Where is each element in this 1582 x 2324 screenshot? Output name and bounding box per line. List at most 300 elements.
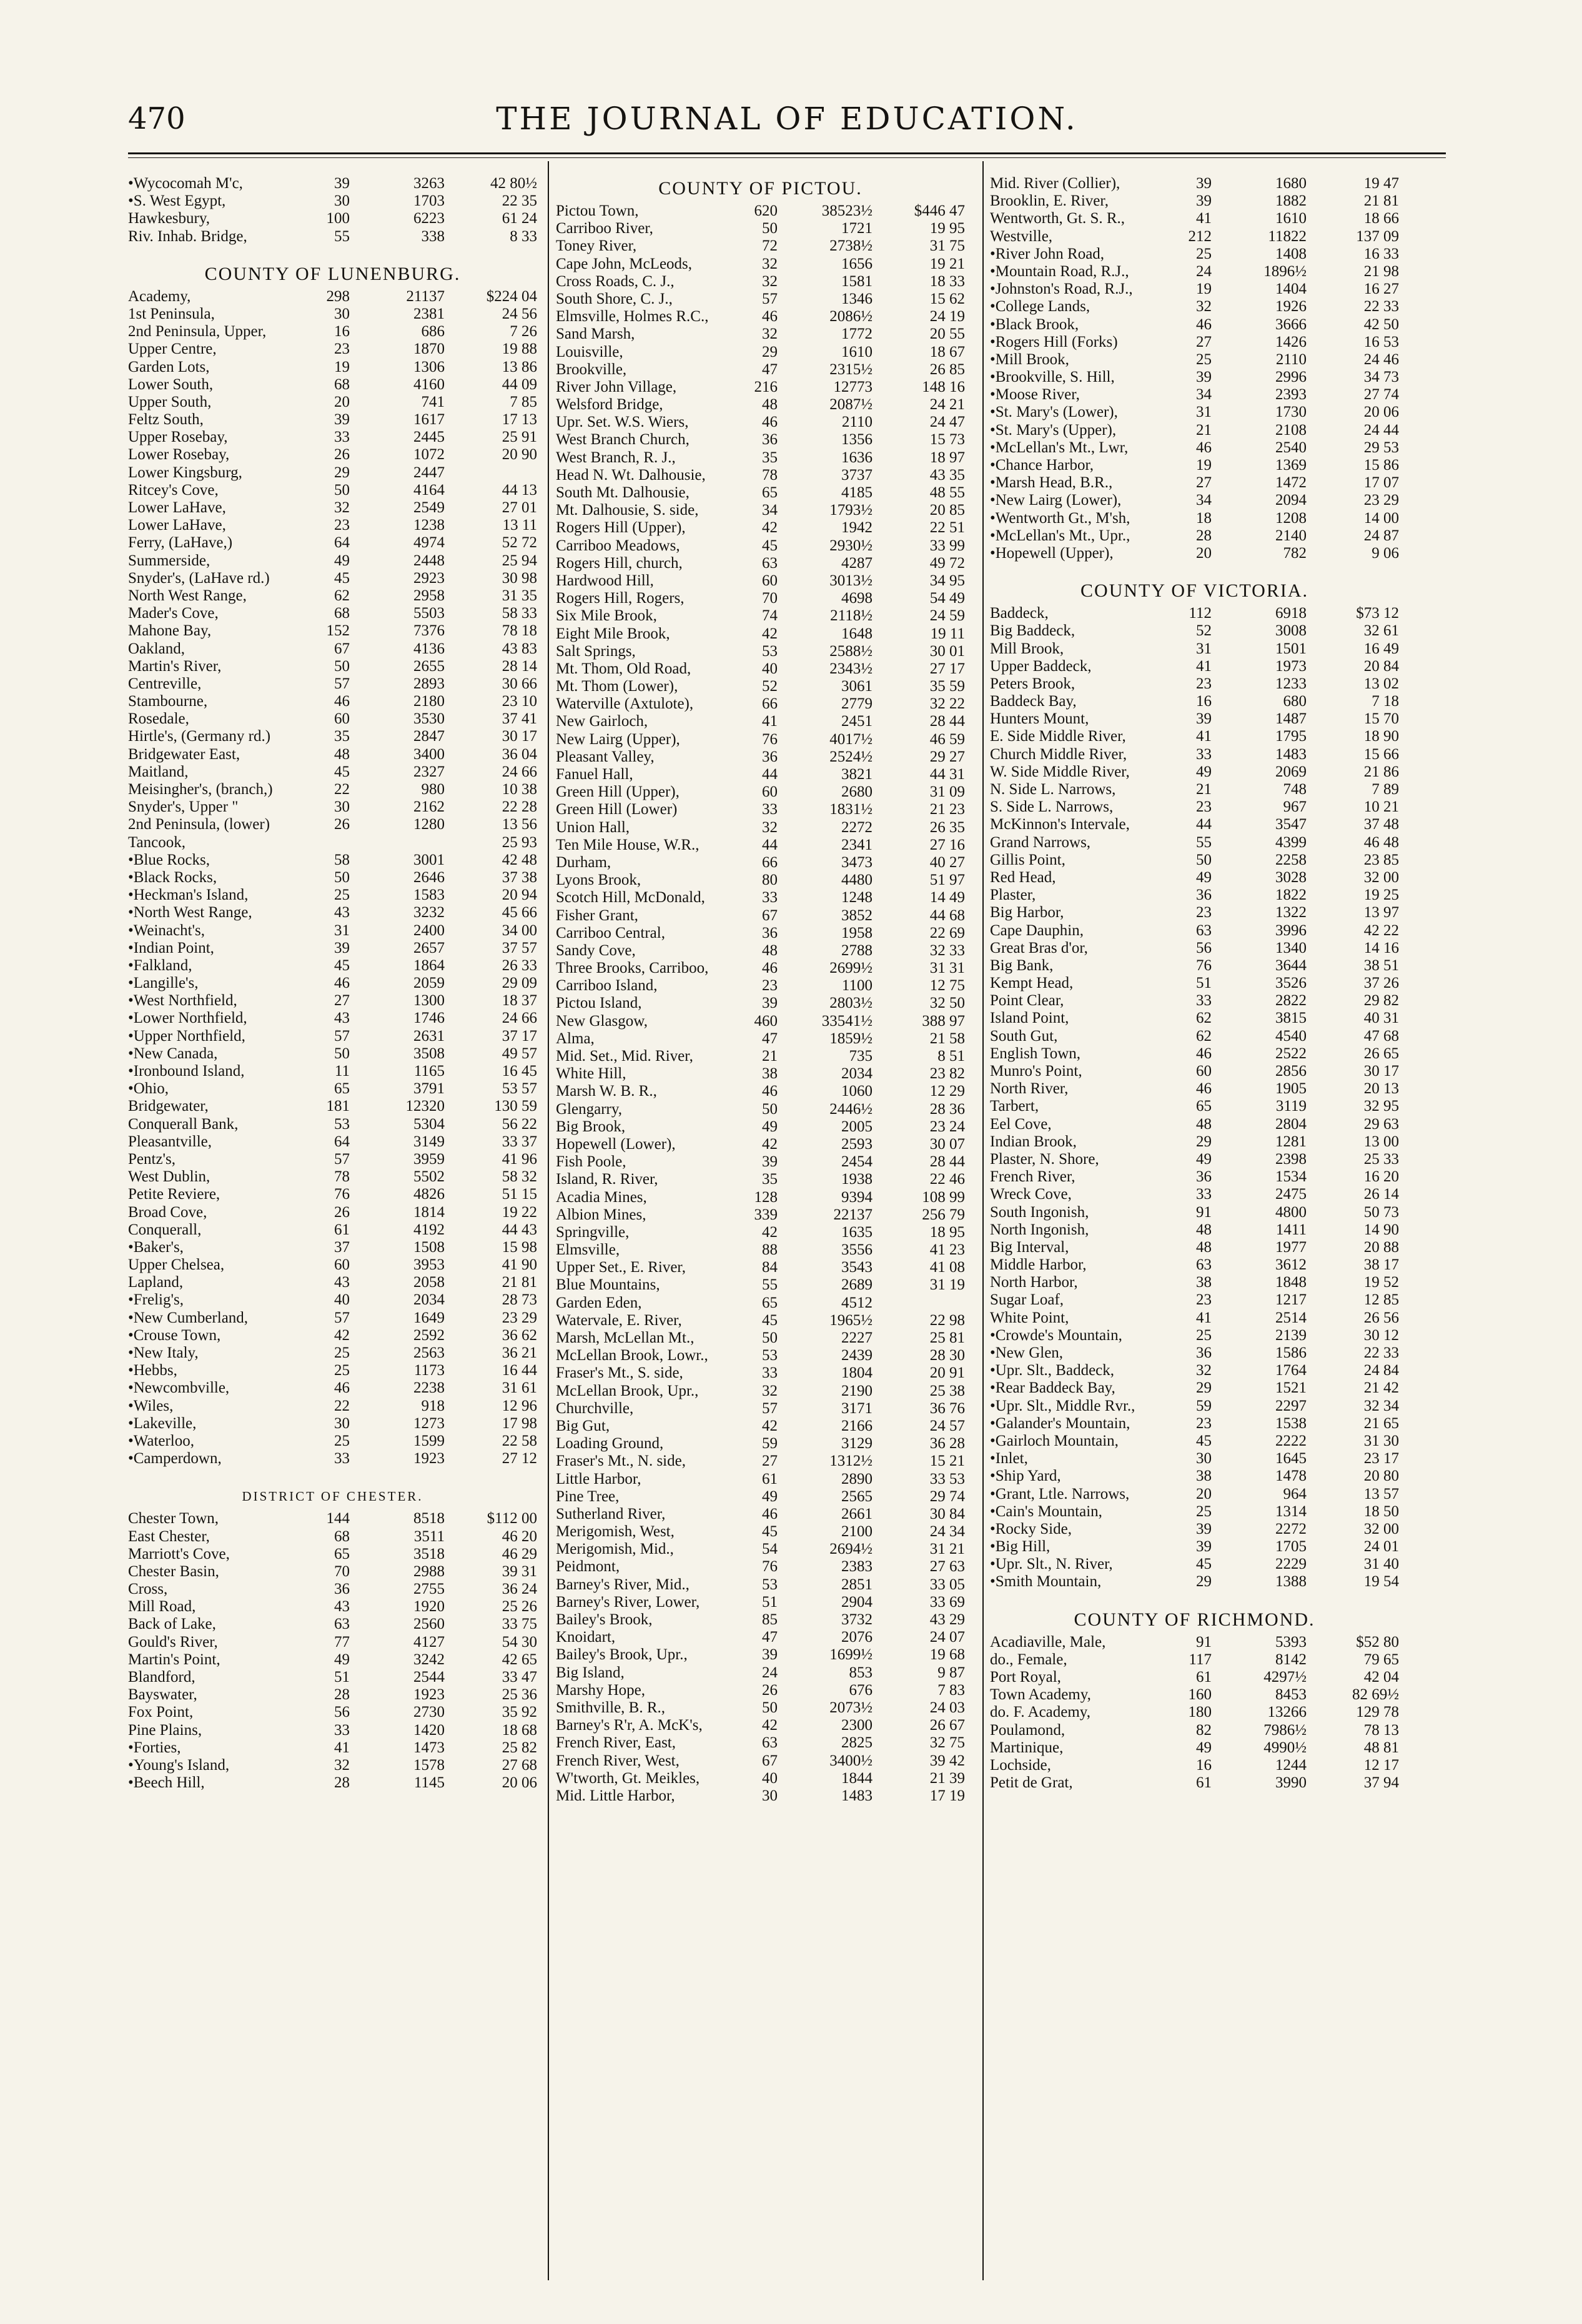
grant-amount: 16 49: [1363, 640, 1399, 657]
school-name: Rogers Hill (Upper),: [556, 519, 686, 537]
scholars-count: 26: [762, 1681, 778, 1699]
scholars-count: 59: [1196, 1397, 1212, 1414]
scholars-count: 29: [762, 343, 778, 360]
grant-amount: 23 82: [929, 1065, 965, 1083]
school-name: Green Hill (Upper),: [556, 783, 680, 801]
grant-amount: 148 16: [922, 378, 965, 395]
school-name: •Indian Point,: [128, 939, 214, 956]
days-attendance: 2227: [841, 1329, 873, 1346]
table-row: [990, 281, 1399, 298]
grant-amount: 17 98: [502, 1414, 537, 1432]
table-row: [990, 422, 1399, 439]
grant-amount: 41 08: [929, 1259, 965, 1276]
days-attendance: 3028: [1275, 868, 1307, 886]
days-attendance: 1356: [841, 431, 873, 449]
school-name: Chester Town,: [128, 1510, 219, 1527]
days-attendance: 11822: [1268, 227, 1307, 245]
scholars-count: 70: [334, 1562, 350, 1580]
school-name: •Gairloch Mountain,: [990, 1432, 1119, 1449]
table-row: [556, 748, 965, 766]
days-attendance: 3821: [841, 766, 873, 783]
grant-amount: $52 80: [1356, 1633, 1399, 1651]
days-attendance: 2563: [413, 1344, 445, 1361]
scholars-count: 46: [1196, 1045, 1212, 1062]
table-row: [556, 1364, 965, 1382]
school-name: Bailey's Brook, Upr.,: [556, 1646, 688, 1664]
school-name: Big Interval,: [990, 1238, 1069, 1256]
days-attendance: 1645: [1275, 1450, 1307, 1467]
school-name: East Chester,: [128, 1527, 210, 1545]
table-row: [556, 889, 965, 906]
scholars-count: 27: [1196, 333, 1212, 350]
scholars-count: 50: [334, 481, 350, 499]
days-attendance: 21137: [406, 287, 445, 305]
table-row: [990, 1028, 1399, 1045]
scholars-count: 28: [334, 1774, 350, 1792]
school-name: •Newcombville,: [128, 1379, 230, 1397]
days-attendance: 1306: [413, 358, 445, 375]
table-row: [128, 675, 537, 693]
days-attendance: 1870: [413, 340, 445, 358]
scholars-count: 43: [334, 1274, 350, 1291]
scholars-count: 41: [1196, 1309, 1212, 1326]
scholars-count: 57: [762, 290, 778, 307]
grant-amount: 30 66: [502, 675, 537, 692]
school-name: Martinique,: [990, 1739, 1064, 1756]
grant-amount: 18 50: [1363, 1502, 1399, 1520]
school-name: Green Hill (Lower): [556, 801, 678, 818]
table-row: [556, 1030, 965, 1048]
scholars-count: 60: [762, 783, 778, 801]
table-row: [556, 1259, 965, 1276]
school-name: Point Clear,: [990, 992, 1064, 1010]
scholars-count: 60: [334, 710, 350, 728]
days-attendance: 3990: [1275, 1774, 1307, 1792]
school-name: Big Brook,: [556, 1118, 626, 1135]
grant-amount: 256 79: [922, 1206, 965, 1223]
table-row: [990, 1151, 1399, 1168]
table-row: [128, 499, 537, 517]
table-row: [128, 886, 537, 904]
grant-amount: 46 59: [929, 730, 965, 748]
school-name: Mid. Little Harbor,: [556, 1787, 675, 1804]
grant-amount: 23 17: [1363, 1450, 1399, 1467]
school-name: •Mountain Road, R.J.,: [990, 262, 1129, 280]
days-attendance: 4698: [841, 590, 873, 607]
grant-amount: 27 16: [929, 836, 965, 853]
table-row: [990, 675, 1399, 693]
days-attendance: 1882: [1275, 192, 1307, 210]
grant-amount: 50 73: [1363, 1203, 1399, 1221]
grant-amount: 45 66: [502, 904, 537, 921]
days-attendance: 5304: [413, 1115, 445, 1133]
grant-amount: 31 30: [1363, 1432, 1399, 1449]
school-name: Baddeck,: [990, 605, 1049, 622]
days-attendance: 2166: [841, 1417, 873, 1434]
days-attendance: 1501: [1275, 640, 1307, 657]
days-attendance: 1300: [413, 992, 445, 1010]
scholars-count: 45: [334, 956, 350, 974]
grant-amount: 29 53: [1363, 439, 1399, 456]
table-row: [556, 379, 965, 396]
days-attendance: 4297½: [1263, 1669, 1307, 1686]
grant-amount: 19 47: [1363, 175, 1399, 192]
grant-amount: 31 31: [929, 960, 965, 977]
table-row: [128, 1063, 537, 1080]
scholars-count: 60: [762, 572, 778, 589]
days-attendance: 5393: [1275, 1633, 1307, 1651]
table-row: [128, 1204, 537, 1221]
table-row: [556, 414, 965, 431]
table-row: [990, 640, 1399, 658]
scholars-count: 27: [762, 1452, 778, 1470]
scholars-count: 32: [1196, 298, 1212, 315]
table-row: [128, 693, 537, 710]
scholars-count: 46: [1196, 315, 1212, 333]
school-name: Oakland,: [128, 640, 185, 657]
scholars-count: 33: [762, 889, 778, 906]
days-attendance: 1238: [413, 517, 445, 534]
scholars-count: 50: [1196, 851, 1212, 868]
scholars-count: 57: [334, 1027, 350, 1045]
scholars-count: 27: [334, 992, 350, 1010]
scholars-count: 23: [1196, 798, 1212, 816]
school-name: Head N. Wt. Dalhousie,: [556, 466, 706, 484]
table-row: [128, 922, 537, 940]
days-attendance: 2439: [841, 1347, 873, 1364]
grant-amount: 27 63: [929, 1558, 965, 1576]
days-attendance: 3852: [841, 906, 873, 924]
table-row: [556, 1294, 965, 1312]
days-attendance: 1831½: [829, 801, 873, 818]
grant-amount: 78 18: [502, 622, 537, 640]
school-name: Martin's Point,: [128, 1651, 220, 1668]
school-name: Bailey's Brook,: [556, 1611, 653, 1628]
table-row: [128, 1774, 537, 1792]
grant-amount: 24 46: [1363, 350, 1399, 368]
table-row: [128, 228, 537, 246]
scholars-count: 36: [1196, 1168, 1212, 1186]
scholars-count: 41: [1196, 657, 1212, 675]
school-name: Sutherland River,: [556, 1505, 666, 1522]
days-attendance: 3644: [1275, 956, 1307, 974]
grant-amount: 32 75: [929, 1734, 965, 1752]
grant-amount: 28 44: [929, 713, 965, 730]
school-name: Summerside,: [128, 552, 210, 569]
grant-amount: 44 31: [929, 766, 965, 783]
scholars-count: 25: [1196, 245, 1212, 262]
grant-amount: 36 04: [502, 745, 537, 763]
grant-amount: 24 84: [1363, 1362, 1399, 1379]
table-row: [556, 1136, 965, 1153]
grant-amount: 26 65: [1363, 1045, 1399, 1062]
school-name: Pictou Island,: [556, 995, 642, 1012]
grant-amount: 17 13: [502, 411, 537, 429]
school-name: Upper Rosebay,: [128, 429, 228, 446]
days-attendance: 4800: [1275, 1203, 1307, 1221]
table-row: [990, 693, 1399, 710]
days-attendance: 1822: [1275, 886, 1307, 904]
table-row: [128, 1686, 537, 1704]
scholars-count: 57: [334, 1309, 350, 1326]
scholars-count: 48: [762, 941, 778, 959]
days-attendance: 33541½: [821, 1012, 873, 1030]
grant-amount: 12 29: [929, 1083, 965, 1100]
table-row: [990, 386, 1399, 404]
days-attendance: 3732: [841, 1611, 873, 1628]
table-row: [990, 1521, 1399, 1538]
scholars-count: 31: [1196, 404, 1212, 421]
days-attendance: 6918: [1275, 605, 1307, 622]
school-name: •Smith Mountain,: [990, 1573, 1102, 1591]
scholars-count: 80: [762, 872, 778, 889]
table-row: [990, 1221, 1399, 1239]
school-name: Tancook,: [128, 833, 185, 851]
table-row: [128, 1362, 537, 1379]
grant-amount: 44 68: [929, 906, 965, 924]
scholars-count: 48: [1196, 1115, 1212, 1133]
table-row: [556, 1452, 965, 1470]
grant-amount: 31 61: [502, 1379, 537, 1397]
grant-amount: 33 05: [929, 1576, 965, 1593]
table-row: [990, 1486, 1399, 1503]
table-row: [128, 940, 537, 957]
days-attendance: 1473: [413, 1739, 445, 1756]
school-name: Carriboo River,: [556, 220, 653, 237]
school-name: Sand Marsh,: [556, 325, 635, 343]
table-row: [556, 1048, 965, 1065]
school-name: Broad Cove,: [128, 1203, 207, 1221]
scholars-count: 35: [334, 728, 350, 745]
days-attendance: 338: [421, 227, 445, 245]
grant-amount: 34 00: [502, 921, 537, 939]
table-row: [990, 1379, 1399, 1397]
table-row: [990, 605, 1399, 622]
scholars-count: 61: [762, 1470, 778, 1487]
scholars-count: 63: [762, 554, 778, 572]
school-name: Upper Baddeck,: [990, 657, 1092, 675]
scholars-count: 21: [762, 1048, 778, 1065]
scholars-count: 39: [762, 1153, 778, 1171]
school-name: Cross,: [128, 1581, 168, 1598]
school-name: Brooklin, E. River,: [990, 192, 1109, 210]
section-spacer: [128, 246, 537, 261]
school-name: Town Academy,: [990, 1686, 1091, 1704]
school-name: •Crouse Town,: [128, 1326, 221, 1344]
table-row: [556, 783, 965, 801]
school-name: Glengarry,: [556, 1100, 622, 1118]
days-attendance: 1100: [841, 977, 873, 995]
scholars-count: 460: [754, 1012, 778, 1030]
days-attendance: 2825: [841, 1734, 873, 1752]
grant-amount: 31 21: [929, 1541, 965, 1558]
scholars-count: 31: [1196, 640, 1212, 657]
days-attendance: 1859½: [829, 1030, 873, 1047]
grant-amount: 29 09: [502, 975, 537, 992]
grant-amount: 30 84: [929, 1505, 965, 1522]
grant-amount: 30 07: [929, 1135, 965, 1153]
grant-amount: 16 27: [1363, 281, 1399, 298]
school-name: Fox Point,: [128, 1704, 194, 1721]
days-attendance: 2657: [413, 939, 445, 956]
table-row: [990, 746, 1399, 763]
table-row: [990, 1450, 1399, 1467]
days-attendance: 1508: [413, 1238, 445, 1256]
school-name: Red Head,: [990, 868, 1056, 886]
school-name: Mt. Thom, Old Road,: [556, 660, 691, 677]
section-heading: DISTRICT OF CHESTER.: [242, 1489, 423, 1504]
table-row: [990, 1362, 1399, 1379]
table-row: [990, 1133, 1399, 1151]
table-row: [556, 678, 965, 695]
days-attendance: 1721: [841, 220, 873, 237]
scholars-count: 32: [762, 1382, 778, 1399]
days-attendance: 2140: [1275, 527, 1307, 544]
days-attendance: 1636: [841, 449, 873, 466]
scholars-count: 67: [762, 1752, 778, 1769]
days-attendance: 12773: [833, 378, 873, 395]
scholars-count: 66: [762, 853, 778, 871]
days-attendance: 3547: [1275, 816, 1307, 833]
scholars-count: 39: [1196, 175, 1212, 192]
school-name: West Branch, R. J.,: [556, 449, 676, 466]
table-row: [556, 449, 965, 467]
table-row: [990, 852, 1399, 869]
table-row: [990, 457, 1399, 474]
grant-amount: 14 90: [1363, 1221, 1399, 1238]
grant-amount: 21 86: [1363, 763, 1399, 780]
scholars-count: 47: [762, 1030, 778, 1047]
school-name: •Camperdown,: [128, 1450, 222, 1467]
table-row: [990, 1467, 1399, 1485]
days-attendance: 1487: [1275, 710, 1307, 728]
days-attendance: 3008: [1275, 622, 1307, 640]
scholars-count: 36: [762, 431, 778, 449]
table-row: [128, 394, 537, 411]
scholars-count: 53: [334, 1115, 350, 1133]
school-name: French River, East,: [556, 1734, 676, 1752]
grant-amount: 22 98: [929, 1311, 965, 1329]
scholars-count: 33: [762, 801, 778, 818]
scholars-count: 49: [1196, 1150, 1212, 1168]
days-attendance: 2680: [841, 783, 873, 801]
school-name: •Rocky Side,: [990, 1520, 1072, 1537]
grant-amount: 20 80: [1363, 1467, 1399, 1485]
scholars-count: 42: [762, 1717, 778, 1734]
days-attendance: 1648: [841, 625, 873, 642]
school-name: •Lakeville,: [128, 1414, 197, 1432]
scholars-count: 63: [1196, 1256, 1212, 1274]
school-name: Springville,: [556, 1223, 630, 1241]
days-attendance: 1420: [413, 1721, 445, 1739]
days-attendance: 3119: [1275, 1098, 1307, 1115]
school-name: •Falkland,: [128, 956, 192, 974]
table-row: [556, 925, 965, 942]
table-row: [556, 1594, 965, 1611]
grant-amount: 137 09: [1356, 227, 1399, 245]
page-header: [128, 94, 1446, 144]
scholars-count: 23: [1196, 1291, 1212, 1309]
days-attendance: 1864: [413, 956, 445, 974]
school-name: Acadiaville, Male,: [990, 1633, 1106, 1651]
scholars-count: 84: [762, 1259, 778, 1276]
grant-amount: 24 44: [1363, 421, 1399, 439]
scholars-count: 65: [334, 1545, 350, 1562]
days-attendance: 6223: [413, 210, 445, 227]
days-attendance: 8518: [413, 1510, 445, 1527]
days-attendance: 1322: [1275, 904, 1307, 921]
scholars-count: 49: [334, 552, 350, 569]
scholars-count: 38: [1196, 1467, 1212, 1485]
scholars-count: 52: [1196, 622, 1212, 640]
scholars-count: 66: [762, 695, 778, 713]
table-row: [128, 763, 537, 781]
scholars-count: 32: [762, 325, 778, 343]
table-row: [990, 1538, 1399, 1556]
table-row: [556, 625, 965, 643]
grant-amount: 30 12: [1363, 1326, 1399, 1344]
days-attendance: 4974: [413, 534, 445, 552]
days-attendance: 2958: [413, 587, 445, 604]
days-attendance: 1060: [841, 1083, 873, 1100]
school-name: 2nd Peninsula, (lower): [128, 816, 270, 833]
days-attendance: 1404: [1275, 281, 1307, 298]
table-row: [556, 572, 965, 590]
school-name: Upr. Set. W.S. Wiers,: [556, 414, 689, 431]
days-attendance: 1804: [841, 1364, 873, 1382]
table-column-left: [128, 175, 537, 1792]
grant-amount: 19 52: [1363, 1274, 1399, 1291]
days-attendance: 2730: [413, 1704, 445, 1721]
days-attendance: 1426: [1275, 333, 1307, 350]
school-name: Upper Set., E. River,: [556, 1259, 686, 1276]
scholars-count: 30: [334, 1414, 350, 1432]
school-name: Mill Brook,: [990, 640, 1064, 657]
school-name: South Mt. Dalhousie,: [556, 484, 690, 501]
school-name: Marshy Hope,: [556, 1681, 646, 1699]
scholars-count: 24: [1196, 262, 1212, 280]
grant-amount: 22 35: [502, 192, 537, 210]
grant-amount: 13 00: [1363, 1133, 1399, 1150]
school-name: Marriott's Cove,: [128, 1545, 230, 1562]
grant-amount: 24 01: [1363, 1538, 1399, 1556]
school-name: Indian Brook,: [990, 1133, 1077, 1150]
table-row: [990, 263, 1399, 281]
scholars-count: 55: [334, 227, 350, 245]
days-attendance: 4990½: [1263, 1739, 1307, 1756]
scholars-count: 65: [762, 484, 778, 501]
school-name: •Upper Northfield,: [128, 1027, 245, 1045]
scholars-count: 42: [762, 1417, 778, 1434]
scholars-count: 39: [334, 939, 350, 956]
days-attendance: 3666: [1275, 315, 1307, 333]
table-row: [556, 555, 965, 572]
school-name: Lochside,: [990, 1756, 1051, 1774]
grant-amount: 18 66: [1363, 210, 1399, 227]
scholars-count: 62: [1196, 1010, 1212, 1027]
grant-amount: 32 00: [1363, 868, 1399, 886]
scholars-count: 27: [1196, 474, 1212, 492]
school-name: Rosedale,: [128, 710, 189, 728]
grant-amount: 388 97: [922, 1012, 965, 1030]
days-attendance: 38523½: [821, 202, 873, 219]
days-attendance: 1746: [413, 1010, 445, 1027]
grant-amount: 23 85: [1363, 851, 1399, 868]
table-row: [128, 1415, 537, 1433]
school-name: •Waterloo,: [128, 1432, 195, 1449]
scholars-count: 620: [754, 202, 778, 219]
school-name: Bridgewater East,: [128, 745, 240, 763]
